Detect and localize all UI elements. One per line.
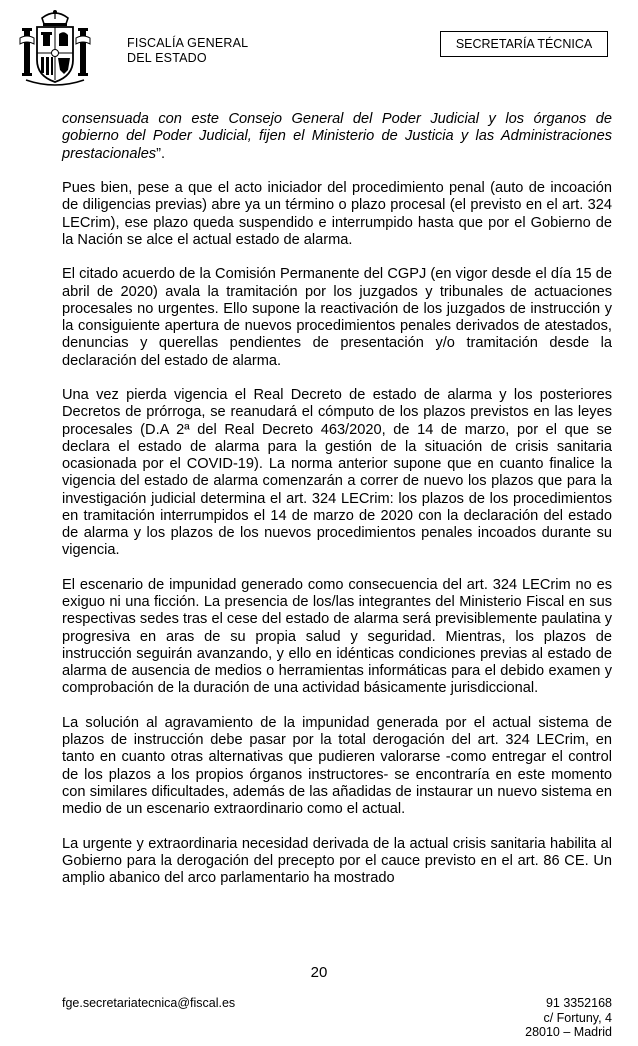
paragraph-7: La urgente y extraordinaria necesidad derivada de la actual crisis sanitaria habilita al Gobierno para la derogación del precepto por el cauce previsto en el art. 86 CE. Un amplio abanico del arco parlamentario ha mostrado	[62, 835, 612, 887]
footer-street: c/ Fortuny, 4	[543, 1010, 612, 1025]
paragraph-3: El citado acuerdo de la Comisión Permanente del CGPJ (en vigor desde el día 15 de abril de 2020) avala la tramitación por los juzgados y tribunales de actuaciones procesales no urgentes. Ello supone la reactivación de los juzgados de instrucción y la consiguiente apertura de nuevos procedimientos penales derivados de atestados, denuncias y querellas pendientes de presentación y/o tramitación desde la declaración del estado de alarma.	[62, 266, 612, 369]
page-number: 20	[310, 964, 328, 981]
paragraph-1	[62, 111, 612, 163]
section-label-box: SECRETARÍA TÉCNICA	[440, 31, 608, 57]
paragraph-1-tail: ”.	[156, 145, 166, 162]
document-body	[62, 111, 612, 905]
footer-phone: 91 3352168	[545, 996, 612, 1010]
paragraph-1-italic: consensuada con este Consejo General del Poder Judicial y los órganos de gobierno del Poder Judicial, fijen el Ministerio de Justicia y las Administraciones prestacionales	[62, 111, 612, 162]
paragraph-2: Pues bien, pese a que el acto iniciador del procedimiento penal (auto de incoación de diligencias previas) abre ya un término o plazo procesal (el previsto en el art. 324 LECrim), ese plazo queda suspendido e interrumpido hasta que por el Gobierno de la Nación se alce el actual estado de alarma.	[62, 180, 612, 248]
paragraph-5: El escenario de impunidad generado como consecuencia del art. 324 LECrim no es exiguo ni una ficción. La presencia de los/las integrantes del Ministerio Fiscal en sus respectivas sedes tras el cese del estado de alarma será previsiblemente paulatina y progresiva en aras de su propia salud y seguridad. Mientras, los plazos de instrucción seguirán avanzando, y ello en idénticas condiciones previas al estado de alarma de ausencia de medios o herramientas informáticas para el debido examen y comprobación de la duración de una actividad básicamente jurisdiccional.	[62, 576, 612, 697]
footer-email[interactable]: fge.secretariatecnica@fiscal.es	[62, 996, 236, 1010]
page-header	[0, 0, 638, 100]
paragraph-6: La solución al agravamiento de la impunidad generada por el actual sistema de plazos de instrucción debe pasar por la total derogación del art. 324 LECrim, en tanto en cuanto otras alternativas que pudieren valorarse -como entregar el control de los plazos a los propios órganos instructores- se encontraría en este momento con similares dificultades, además de las añadidas de instaurar un nuevo sistema en medio de un escenario extraordinario como el actual.	[62, 714, 612, 818]
paragraph-4: Una vez pierda vigencia el Real Decreto de estado de alarma y los posteriores Decretos de prórroga, se reanudará el cómputo de los plazos previstos en las leyes procesales (D.A 2ª del Real Decreto 463/2020, de 14 de marzo, por el que se declara el estado de alarma para la gestión de la situación de crisis sanitaria ocasionada por el COVID-19). La norma anterior supone que en cuanto finalice la vigencia del estado de alarma comenzarán a correr de nuevo los plazos que para la investigación judicial determina el art. 324 LECrim: los plazos de los procedimientos en tramitación interrumpidos el 14 de marzo de 2020 con la declaración del estado de alarma y los plazos de los nuevos procedimientos penales incoados durante su vigencia.	[62, 387, 612, 559]
footer-city: 28010 – Madrid	[525, 1025, 612, 1039]
spanish-coat-of-arms-icon	[18, 8, 92, 90]
institution-line-1: FISCALÍA GENERAL	[127, 36, 249, 50]
footer-address	[525, 996, 612, 1040]
institution-line-2: DEL ESTADO	[127, 51, 207, 65]
institution-name	[127, 36, 248, 66]
